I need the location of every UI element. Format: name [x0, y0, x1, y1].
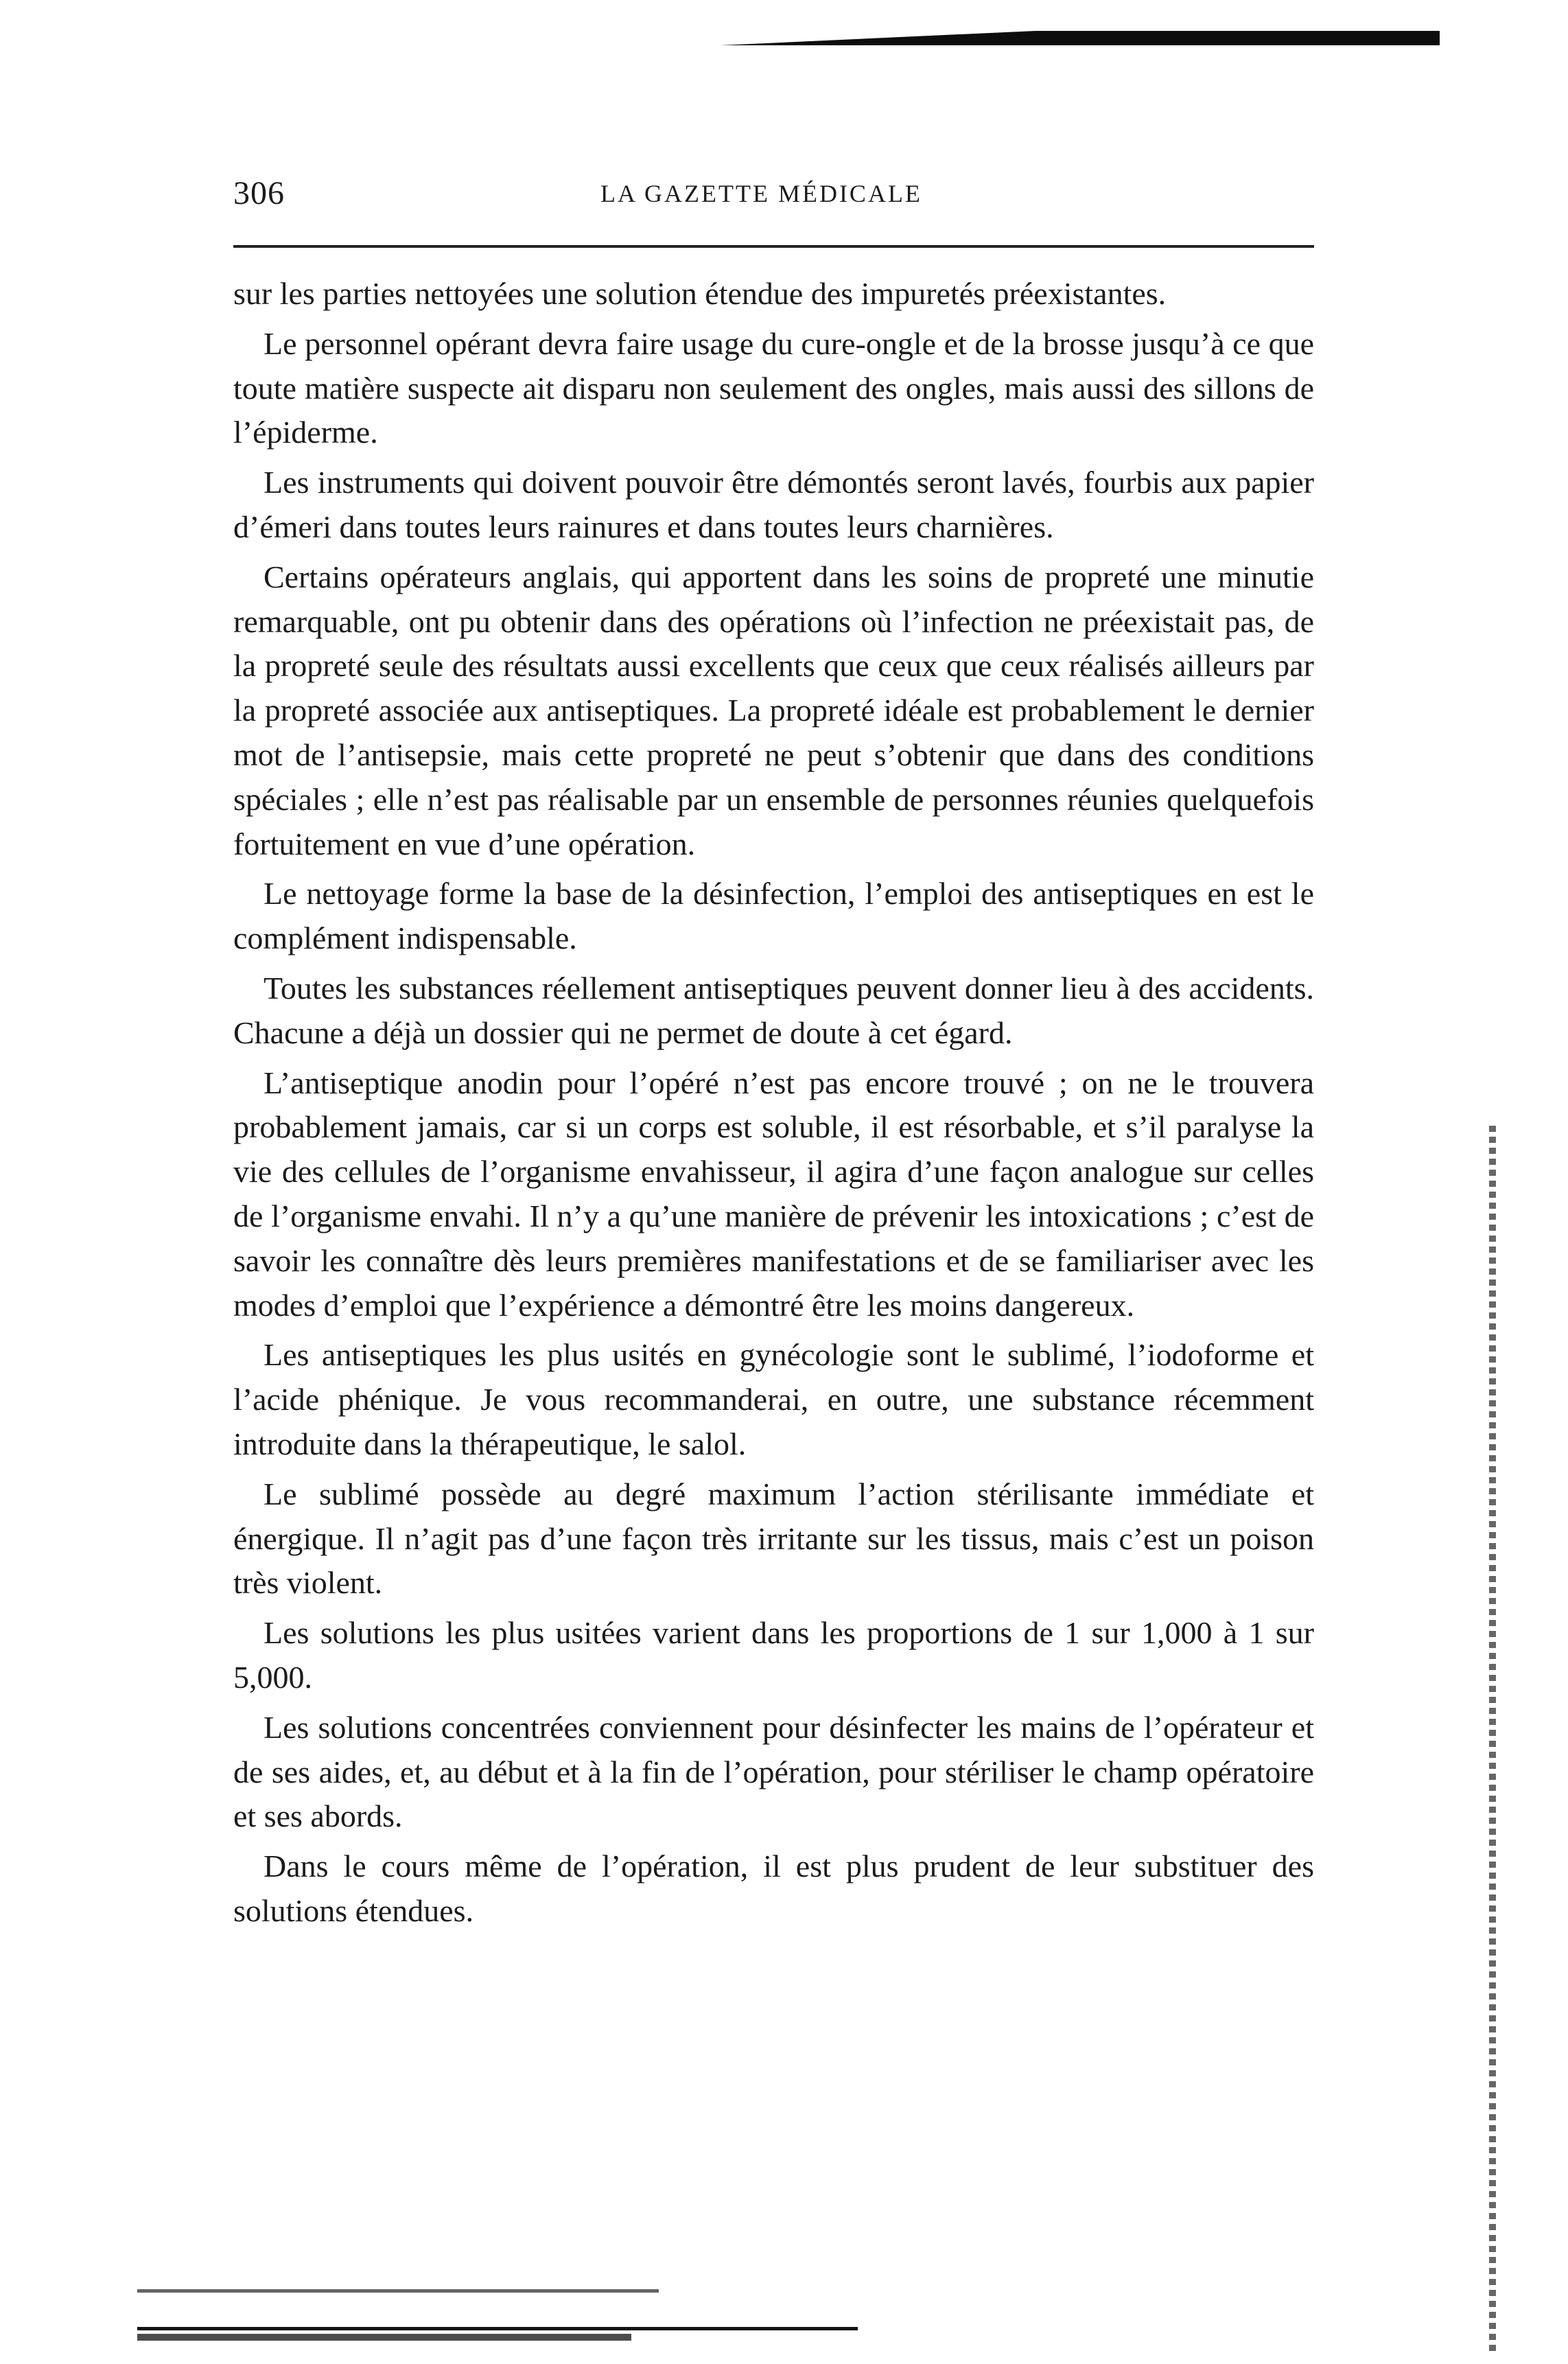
paragraph-11: Les solutions concentrées conviennent pour désinfecter les mains de l’opérateur et de ses aides, et, au début et à la fin de l’opération, pour stériliser le champ opératoire et ses abords. — [233, 1709, 1314, 1834]
bottom-scan-rule — [137, 2327, 858, 2330]
paragraph-10: Les solutions les plus usitées varient dans les proportions de 1 sur 1,000 à 1 sur 5,000. — [233, 1615, 1314, 1695]
paragraph-8: Les antiseptiques les plus usités en gynécologie sont le sublimé, l’iodoforme et l’acide phénique. Je vous recommanderai, en outre, une substance récemment introduite dans la thérapeutique, le salol. — [233, 1337, 1314, 1461]
bottom-scan-rule — [137, 2289, 659, 2293]
paragraph-7: L’antiseptique anodin pour l’opéré n’est pas encore trouvé ; on ne le trouvera probablement jamais, car si un corps est soluble, il est résorbable, et s’il paralyse la vie des cellules de l’organisme envahisseur, il agira d’une façon analogue sur celles de l’organisme envahi. Il n’y a qu’une manière de prévenir les intoxications ; c’est de savoir les connaître dès leurs premières manifestations et de se familiariser avec les modes d’emploi que l’expérience a démontré être les moins dangereux. — [233, 1065, 1314, 1323]
paragraph-5: Le nettoyage forme la base de la désinfection, l’emploi des antiseptiques en est le complément indispensable. — [233, 876, 1314, 956]
paragraph-1: sur les parties nettoyées une solution étendue des impuretés préexistantes. — [233, 276, 1167, 311]
paragraph-12: Dans le cours même de l’opération, il est plus prudent de leur substituer des solutions étendues. — [233, 1849, 1314, 1928]
right-margin-scan-mark — [1489, 1126, 1496, 2354]
page-header — [233, 173, 1311, 214]
page-number: 306 — [233, 175, 285, 211]
bottom-scan-rule — [137, 2334, 631, 2341]
paragraph-6: Toutes les substances réellement antiseptiques peuvent donner lieu à des accidents. Chacune a déjà un dossier qui ne permet de doute à cet égard. — [233, 970, 1314, 1050]
paragraph-3: Les instruments qui doivent pouvoir être démontés seront lavés, fourbis aux papier d’émeri dans toutes leurs rainures et dans toutes leurs charnières. — [233, 465, 1314, 544]
top-scan-rule — [721, 12, 1440, 45]
paragraph-9: Le sublimé possède au degré maximum l’action stérilisante immédiate et énergique. Il n’agit pas d’une façon très irritante sur les tissus, mais c’est un poison très violent. — [233, 1476, 1314, 1601]
article-text — [233, 272, 1314, 1939]
header-rule — [233, 245, 1314, 248]
running-title: LA GAZETTE MÉDICALE — [600, 180, 922, 207]
paragraph-2: Le personnel opérant devra faire usage du cure-ongle et de la brosse jusqu’à ce que toute matière suspecte ait disparu non seulement des ongles, mais aussi des sillons de l’épiderme. — [233, 325, 1314, 450]
paragraph-4: Certains opérateurs anglais, qui apportent dans les soins de propreté une minutie remarquable, ont pu obtenir dans des opérations où l’infection ne préexistait pas, de la propreté seule des résultats aussi excellents que ceux que ceux réalisés ailleurs par la propreté associée aux antiseptiques. La propreté idéale est probablement le dernier mot de l’antisepsie, mais cette propreté ne peut s’obtenir que dans des conditions spéciales ; elle n’est pas réalisable par un ensemble de personnes réunies quelquefois fortuitement en vue d’une opération. — [233, 559, 1314, 861]
